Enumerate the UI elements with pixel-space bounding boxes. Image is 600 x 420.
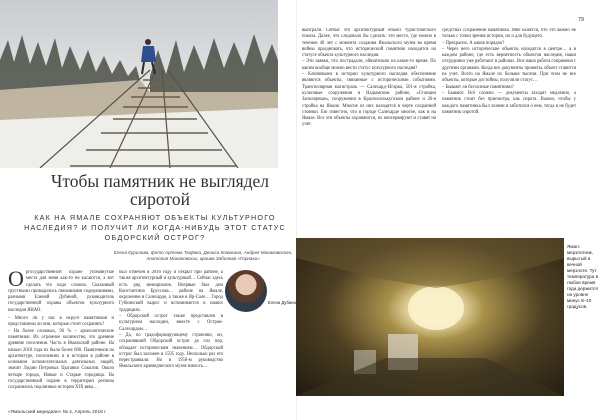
author-portrait	[225, 270, 267, 312]
permafrost-tunnel-photo	[296, 238, 564, 396]
intro-paragraph: ргосударственной охране упомянутые места для меня как-то не касаются, а вот сделать это надо сложно. Сказанный грустными проводились связанными содержаниями, разными Еленой Дубиной, руководитель государственной охраны объектов культурного наследия ЯНАО.	[8, 270, 114, 313]
page-footer: «Ямальский меридиан» № 4, Апрель 2018 г.	[8, 410, 107, 415]
drop-cap: О	[8, 270, 24, 291]
railway-illustration	[0, 0, 278, 168]
photo-caption: Ямал: мерзлотник, вырытый в вечной мерзлоте. Тут температура в любое время года держится на уровне минус 8–10 градусов.	[567, 244, 599, 309]
text-column-right-1: выиграли. Сейчас это архитектурный объект туристического показа. Далее, что следовало бы сделать: это место, где можно в течение 40 лет с момента создания Ямальского музея во время войны праздновать, что исторический памятник находится на статусе объекта культурного наследия. – Эти заявки, что пострадали, обязательно на какое-то время. По каким вообще можно вести статус культурного наследия? – Ключевыми в истории культурного наследия обеспечение являются объекты, связанные с историческими событиями. Трансполярная магистраль — Салехард–Игарка, 501-я стройка, культовые сооружения в Надымском районе, «Станции Заполярные», сооружения в Красноселькупском районе и 26-я стройка на Ямале. Многие из них находятся в черте сохранной стоянки. Ею известно, что в городе Салехарде многое, как и на Ямале. Все эти объекты охраняются, их консервируют и ставят на учет.	[302, 28, 436, 128]
text-column-middle: был отмечен в 2016 году и открыт при районе, а также архитектурный и культурный… Сейчас здесь есть ряд мемориалов. Впервые был дом Константина Бруссова… районе на Ямале, окружение в Салехарде, а также в Яр-Сале… Город Губкинский вырос и вспоминается в наших традициях. – Обдорский острог также представлен в культурном наследии, вместе с Остров-Салехардом… – Да, по градоформирующему строению, он, сохранивший Обдорский острог до сих пор, обладает историческим значением… Обдорский острог был заложен в 1595 году. Несколько раз его перестраивали. Но в 1950-м руководство Ямальского краеведческого музея взялось…	[119, 270, 223, 370]
page-number: 79	[578, 17, 585, 23]
text-column-left	[8, 270, 114, 406]
article-byline: Елена Курилова, фото Артема Тюфяка, Дениса Кожекина, Андрея Минаковского, Анатолия Минаковских, архива Заболева «Горнаки»	[113, 250, 293, 261]
tunnel-illustration	[296, 238, 564, 396]
text-column-right-2: средствах сохранения памятника. Мне кажется, что это важно не только с точки зрения истории, но и для будущего. – Прекрасно. А каков порядок? – Через него исторические объекты находятся в центре… а в каждом районе, где есть вероятность объектов наследия, наши сотрудники уже работают в районах. Вся наша работа сопряжена с другими органами. Когда все документы приняты, объект ставится на учет. Всего на Ямале их больше тысячи. При этом не все объекты, которые достойны, получили статус… – Бывают ли бесхозные памятники? – Бывают. Всё сложно — документы заходят медленно, а памятник стоит без присмотра, как сирота. Важно, чтобы у каждого памятника был хозяин и заботился о нем, тогда и не будет памятник сиротой.	[442, 28, 576, 115]
article-subtitle: КАК НА ЯМАЛЕ СОХРАНЯЮТ ОБЪЕКТЫ КУЛЬТУРНОГО НАСЛЕДИЯ? И ПОЛУЧИТ ЛИ КОГДА-НИБУДЬ ЭТОТ СТАТУС ОБДОРСКИЙ ОСТРОГ?	[24, 213, 286, 242]
railway-photo	[0, 0, 278, 168]
portrait-name: Елена Дубина	[268, 300, 296, 305]
article-title: Чтобы памятник не выглядел сиротой	[50, 171, 270, 209]
interview-paragraph: – Много ли у нас в округе памятников и представлены ли они, которые стоит сохранять? – На более сложных, 96 % – археологические памятники. Их огромное количество, это древние древние поселения. Часть в Ямальской районе. На начало 2018 года их было более 600. Памятников на архитектуре, поселениях и в истории в районе в основном вспомогательных деятельных людей, значит Лидии Петровых Цыганки Соколов. Около четыре города, Новые и Старые городища. На государственный охране в территории региона сохранились подлинные истории XIX века…	[8, 316, 114, 391]
